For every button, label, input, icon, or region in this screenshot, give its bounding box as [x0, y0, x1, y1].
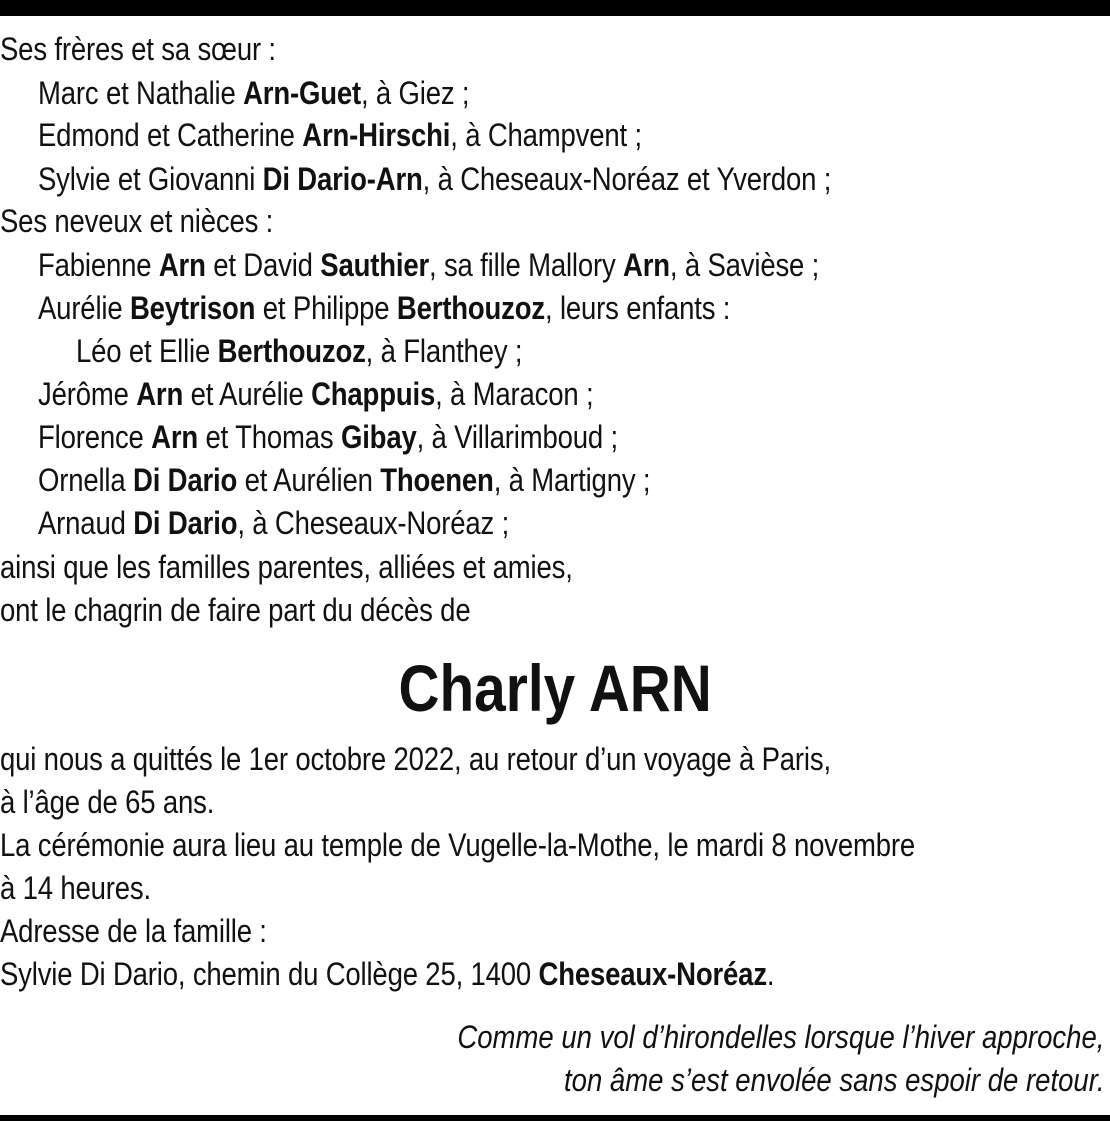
siblings-heading: Ses frères et sa sœur :: [0, 31, 276, 67]
nephew-line: Ornella Di Dario et Aurélien Thoenen, à Martigny ;: [38, 462, 651, 498]
nephew-line: Aurélie Beytrison et Philippe Berthouzoz, leurs enfants :: [38, 290, 731, 326]
detail-line: qui nous a quittés le 1er octobre 2022, au retour d’un voyage à Paris,: [0, 741, 831, 777]
detail-line: Adresse de la famille :: [0, 913, 267, 949]
families-line: ainsi que les familles parentes, alliées et amies,: [0, 549, 573, 585]
sibling-line: Edmond et Catherine Arn-Hirschi, à Champvent ;: [38, 117, 642, 153]
deceased-name: Charly ARN: [398, 651, 712, 725]
detail-line: à l’âge de 65 ans.: [0, 784, 215, 820]
verse-line: ton âme s’est envolée sans espoir de retour.: [563, 1062, 1104, 1098]
verse-line: Comme un vol d’hirondelles lorsque l’hiver approche,: [456, 1019, 1104, 1055]
detail-line: La cérémonie aura lieu au temple de Vugelle-la-Mothe, le mardi 8 novembre: [0, 827, 915, 863]
nephew-line: Léo et Ellie Berthouzoz, à Flanthey ;: [76, 333, 523, 369]
top-border-rule: [0, 0, 1110, 16]
detail-line: à 14 heures.: [0, 870, 151, 906]
nephew-line: Fabienne Arn et David Sauthier, sa fille Mallory Arn, à Savièse ;: [38, 247, 820, 283]
nephew-line: Florence Arn et Thomas Gibay, à Villarimboud ;: [38, 419, 618, 455]
sibling-line: Marc et Nathalie Arn-Guet, à Giez ;: [38, 75, 470, 111]
family-address: Sylvie Di Dario, chemin du Collège 25, 1400 Cheseaux-Noréaz.: [0, 956, 775, 992]
nephew-line: Arnaud Di Dario, à Cheseaux-Noréaz ;: [38, 505, 510, 541]
bottom-border-rule: [0, 1115, 1110, 1121]
nephews-heading: Ses neveux et nièces :: [0, 203, 274, 239]
sibling-line: Sylvie et Giovanni Di Dario-Arn, à Cheseaux-Noréaz et Yverdon ;: [38, 161, 832, 197]
nephew-line: Jérôme Arn et Aurélie Chappuis, à Maracon ;: [38, 376, 594, 412]
announcement-line: ont le chagrin de faire part du décès de: [0, 592, 471, 628]
